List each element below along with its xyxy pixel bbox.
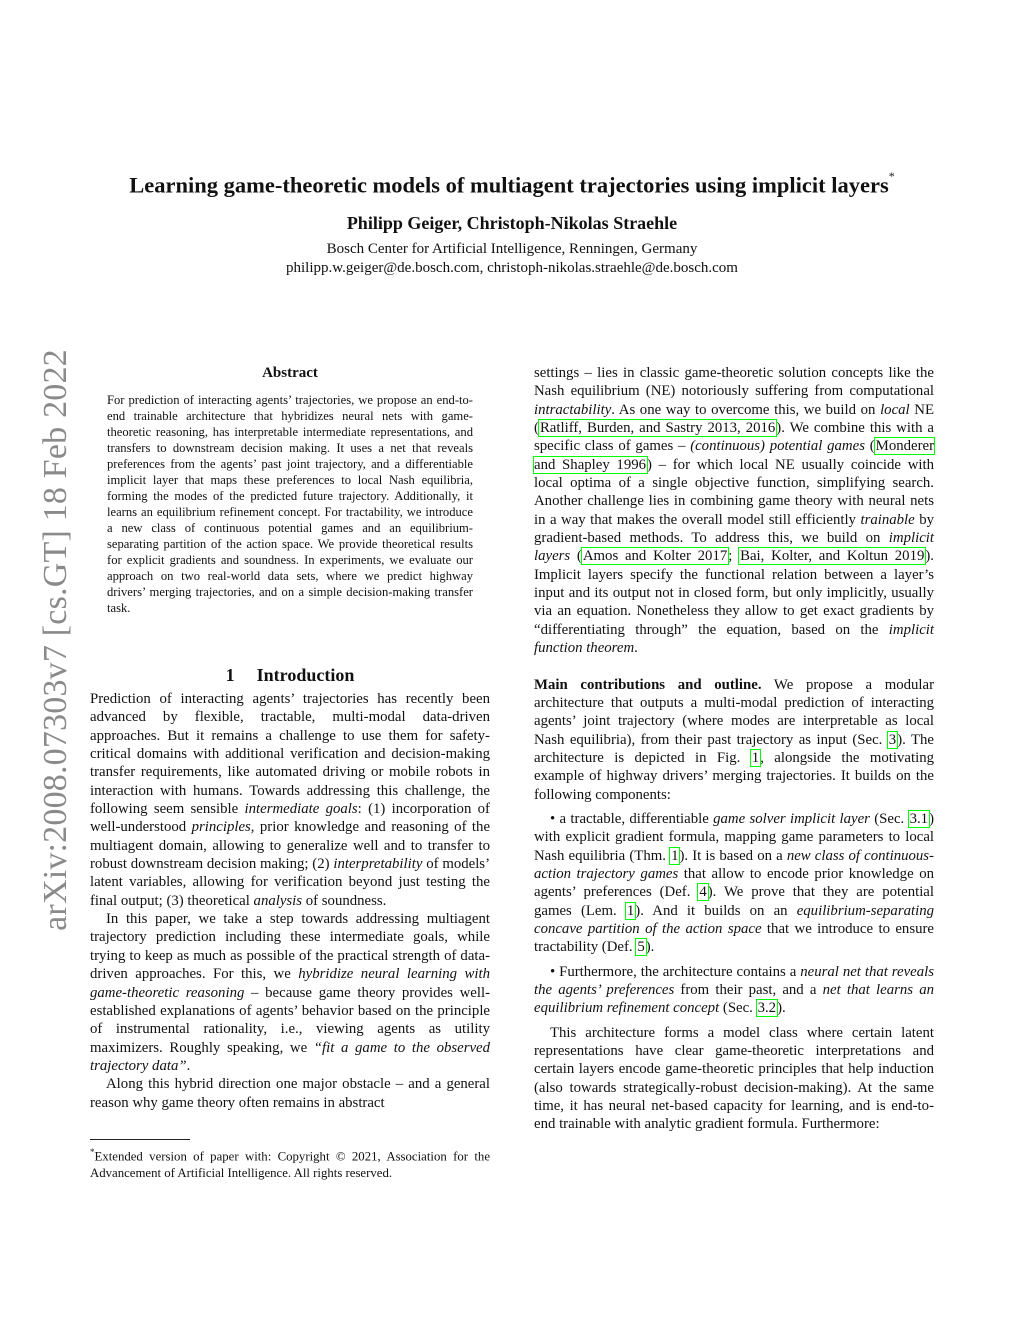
paper-title	[40, 166, 984, 200]
theorem-link-1[interactable]: 1	[671, 847, 679, 864]
contributions-lead: Main contributions and outline.	[534, 676, 762, 693]
section-heading-introduction	[90, 664, 490, 686]
abstract-text: For prediction of interacting agents’ trajectories, we propose an end-to-end trainable architecture that hybridizes neural nets with game-theoretic reasoning, has interpretable intermediate representations, and transfers to downstream decision making. It uses a net that reveals preferences from the agents’ past joint trajectory, and a differentiable implicit layer that maps these preferences to local Nash equilibria, forming the modes of the predicted future trajectory. Additionally, it learns an equilibrium refinement concept. For tractability, we introduce a new class of continuous potential games and an equilibrium-separating partition of the action space. We provide theoretical results for explicit gradients and soundness. In experiments, we evaluate our approach on two real-world data sets, where we predict highway drivers’ merging trajectories, and on a simple decision-making transfer task.	[107, 393, 473, 615]
citation-link-bai[interactable]: Bai, Kolter, and Koltun 2019	[740, 548, 925, 565]
intro-paragraph-3: Along this hybrid direction one major obstacle – and a general reason why game theory often remains in abstract	[90, 1076, 490, 1111]
component-bullet-1: • a tractable, differentiable game solver implicit layer (Sec. 3.1) with explicit gradient formula, mapping game parameters to local Nash equilibria (Thm. 1). It is based on a new class of continuous-action trajectory games that allow to encode prior knowledge on agents’ preferences (Def. 4). We prove that they are potential games (Lem. 1). And it builds on an equilibrium-separating concave partition of the action space that we introduce to ensure tractability (Def. 5).	[534, 810, 935, 956]
right-column	[534, 364, 934, 1134]
lemma-link-1[interactable]: 1	[626, 902, 635, 919]
footnote-rule	[90, 1139, 190, 1140]
citation-link-amos[interactable]: Amos and Kolter 2017	[582, 548, 728, 565]
abstract	[107, 364, 473, 616]
contributions-paragraph: Main contributions and outline. We propose a modular architecture that outputs a multi-modal prediction of interacting agents’ joint trajectory (where modes are interpretable as local Nash equilibria), from their past trajectory as input (Sec. 3). The architecture is depicted in Fig. 1, alongside the motivating example of highway drivers’ merging trajectories. It builds on the following components:	[534, 676, 935, 803]
title-text: Learning game-theoretic models of multiagent trajectories using implicit layers	[129, 172, 889, 198]
affiliation: Bosch Center for Artificial Intelligence, Renningen, Germany	[326, 241, 698, 257]
intro-paragraph-2: In this paper, we take a step towards addressing multiagent trajectory prediction including these intermediate goals, while trying to keep as much as possible of the practical strength of data-driven approaches. For this, we hybridize neural learning with game-theoretic reasoning – because game theory provides well-established explanations of agents’ behavior based on the principle of instrumental rationality, i.e., viewing agents as utility maximizers. Roughly speaking, we “fit a game to the observed trajectory data”.	[90, 911, 490, 1074]
section-link-3[interactable]: 3	[888, 731, 897, 748]
footnote	[90, 1144, 490, 1181]
section-title: Introduction	[256, 665, 355, 685]
authors: Philipp Geiger, Christoph-Nikolas Straehle	[346, 213, 678, 233]
intro-paragraph-1: Prediction of interacting agents’ trajectories has recently been advanced by flexible, tractable, multi-modal data-driven approaches. But it remains a challenge to use them for safety-critical domains with additional verification and decision-making transfer requirements, like automated driving or mobile robots in interaction with humans. Towards addressing this challenge, the following seem sensible intermediate goals: (1) incorporation of well-understood principles, prior knowledge and reasoning of the multiagent domain, allowing to generalize well and to transfer to robust downstream decision making; (2) interpretability of models’ latent variables, allowing for verification beyond just testing the final output; (3) theoretical analysis of soundness.	[90, 691, 491, 909]
section-number: 1	[225, 665, 235, 685]
footnote-mark: *	[90, 1147, 95, 1157]
title-footnote-mark: *	[888, 169, 895, 183]
citation-link-ratliff[interactable]: Ratliff, Burden, and Sastry 2013, 2016	[539, 420, 776, 437]
right-paragraph-1: settings – lies in classic game-theoretic solution concepts like the Nash equilibrium (NE) notoriously suffering from computational intractability. As one way to overcome this, we build on local NE (Ratliff, Burden, and Sastry 2013, 2016). We combine this with a specific class of games – (continuous) potential games (Monderer and Shapley 1996) – for which local NE usually coincide with local optima of a single objective function, simplifying search. Another challenge lies in combining game theory with neural nets in a way that makes the overall model still efficiently trainable by gradient-based methods. To address this, we build on implicit layers (Amos and Kolter 2017; Bai, Kolter, and Koltun 2019). Implicit layers specify the functional relation between a layer’s input and its output not in closed form, but only implicitly, usually via an equation. Nonetheless they allow to get exact gradients by “differentiating through” the equation, based on the implicit function theorem.	[534, 365, 935, 657]
footnote-text: Extended version of paper with: Copyright © 2021, Association for the Advancement of Artificial Intelligence. All rights reserved.	[90, 1149, 490, 1180]
section-link-3-1[interactable]: 3.1	[909, 810, 929, 827]
left-column	[90, 690, 490, 1112]
figure-link-1[interactable]: 1	[751, 749, 760, 766]
right-paragraph-3: This architecture forms a model class where certain latent representations have clear game-theoretic interpretations and certain layers encode game-theoretic principles that help induction (also towards strategically-robust decision-making). At the same time, it has neural net-based capacity for learning, and is end-to-end trainable with analytic gradient formula. Furthermore:	[534, 1024, 934, 1133]
definition-link-5[interactable]: 5	[637, 939, 645, 956]
arxiv-identifier: arXiv:2008.07303v7 [cs.GT] 18 Feb 2022	[37, 349, 74, 931]
abstract-heading: Abstract	[262, 365, 318, 381]
citation-link-monderer[interactable]: Monderer and Shapley 1996	[534, 438, 934, 473]
definition-link-4[interactable]: 4	[699, 884, 707, 901]
section-link-3-2[interactable]: 3.2	[757, 1000, 777, 1017]
author-emails: philipp.w.geiger@de.bosch.com, christoph-nikolas.straehle@de.bosch.com	[286, 260, 738, 276]
component-bullet-2: • Furthermore, the architecture contains a neural net that reveals the agents’ preferences from their past, and a net that learns an equilibrium refinement concept (Sec. 3.2).	[534, 963, 935, 1017]
